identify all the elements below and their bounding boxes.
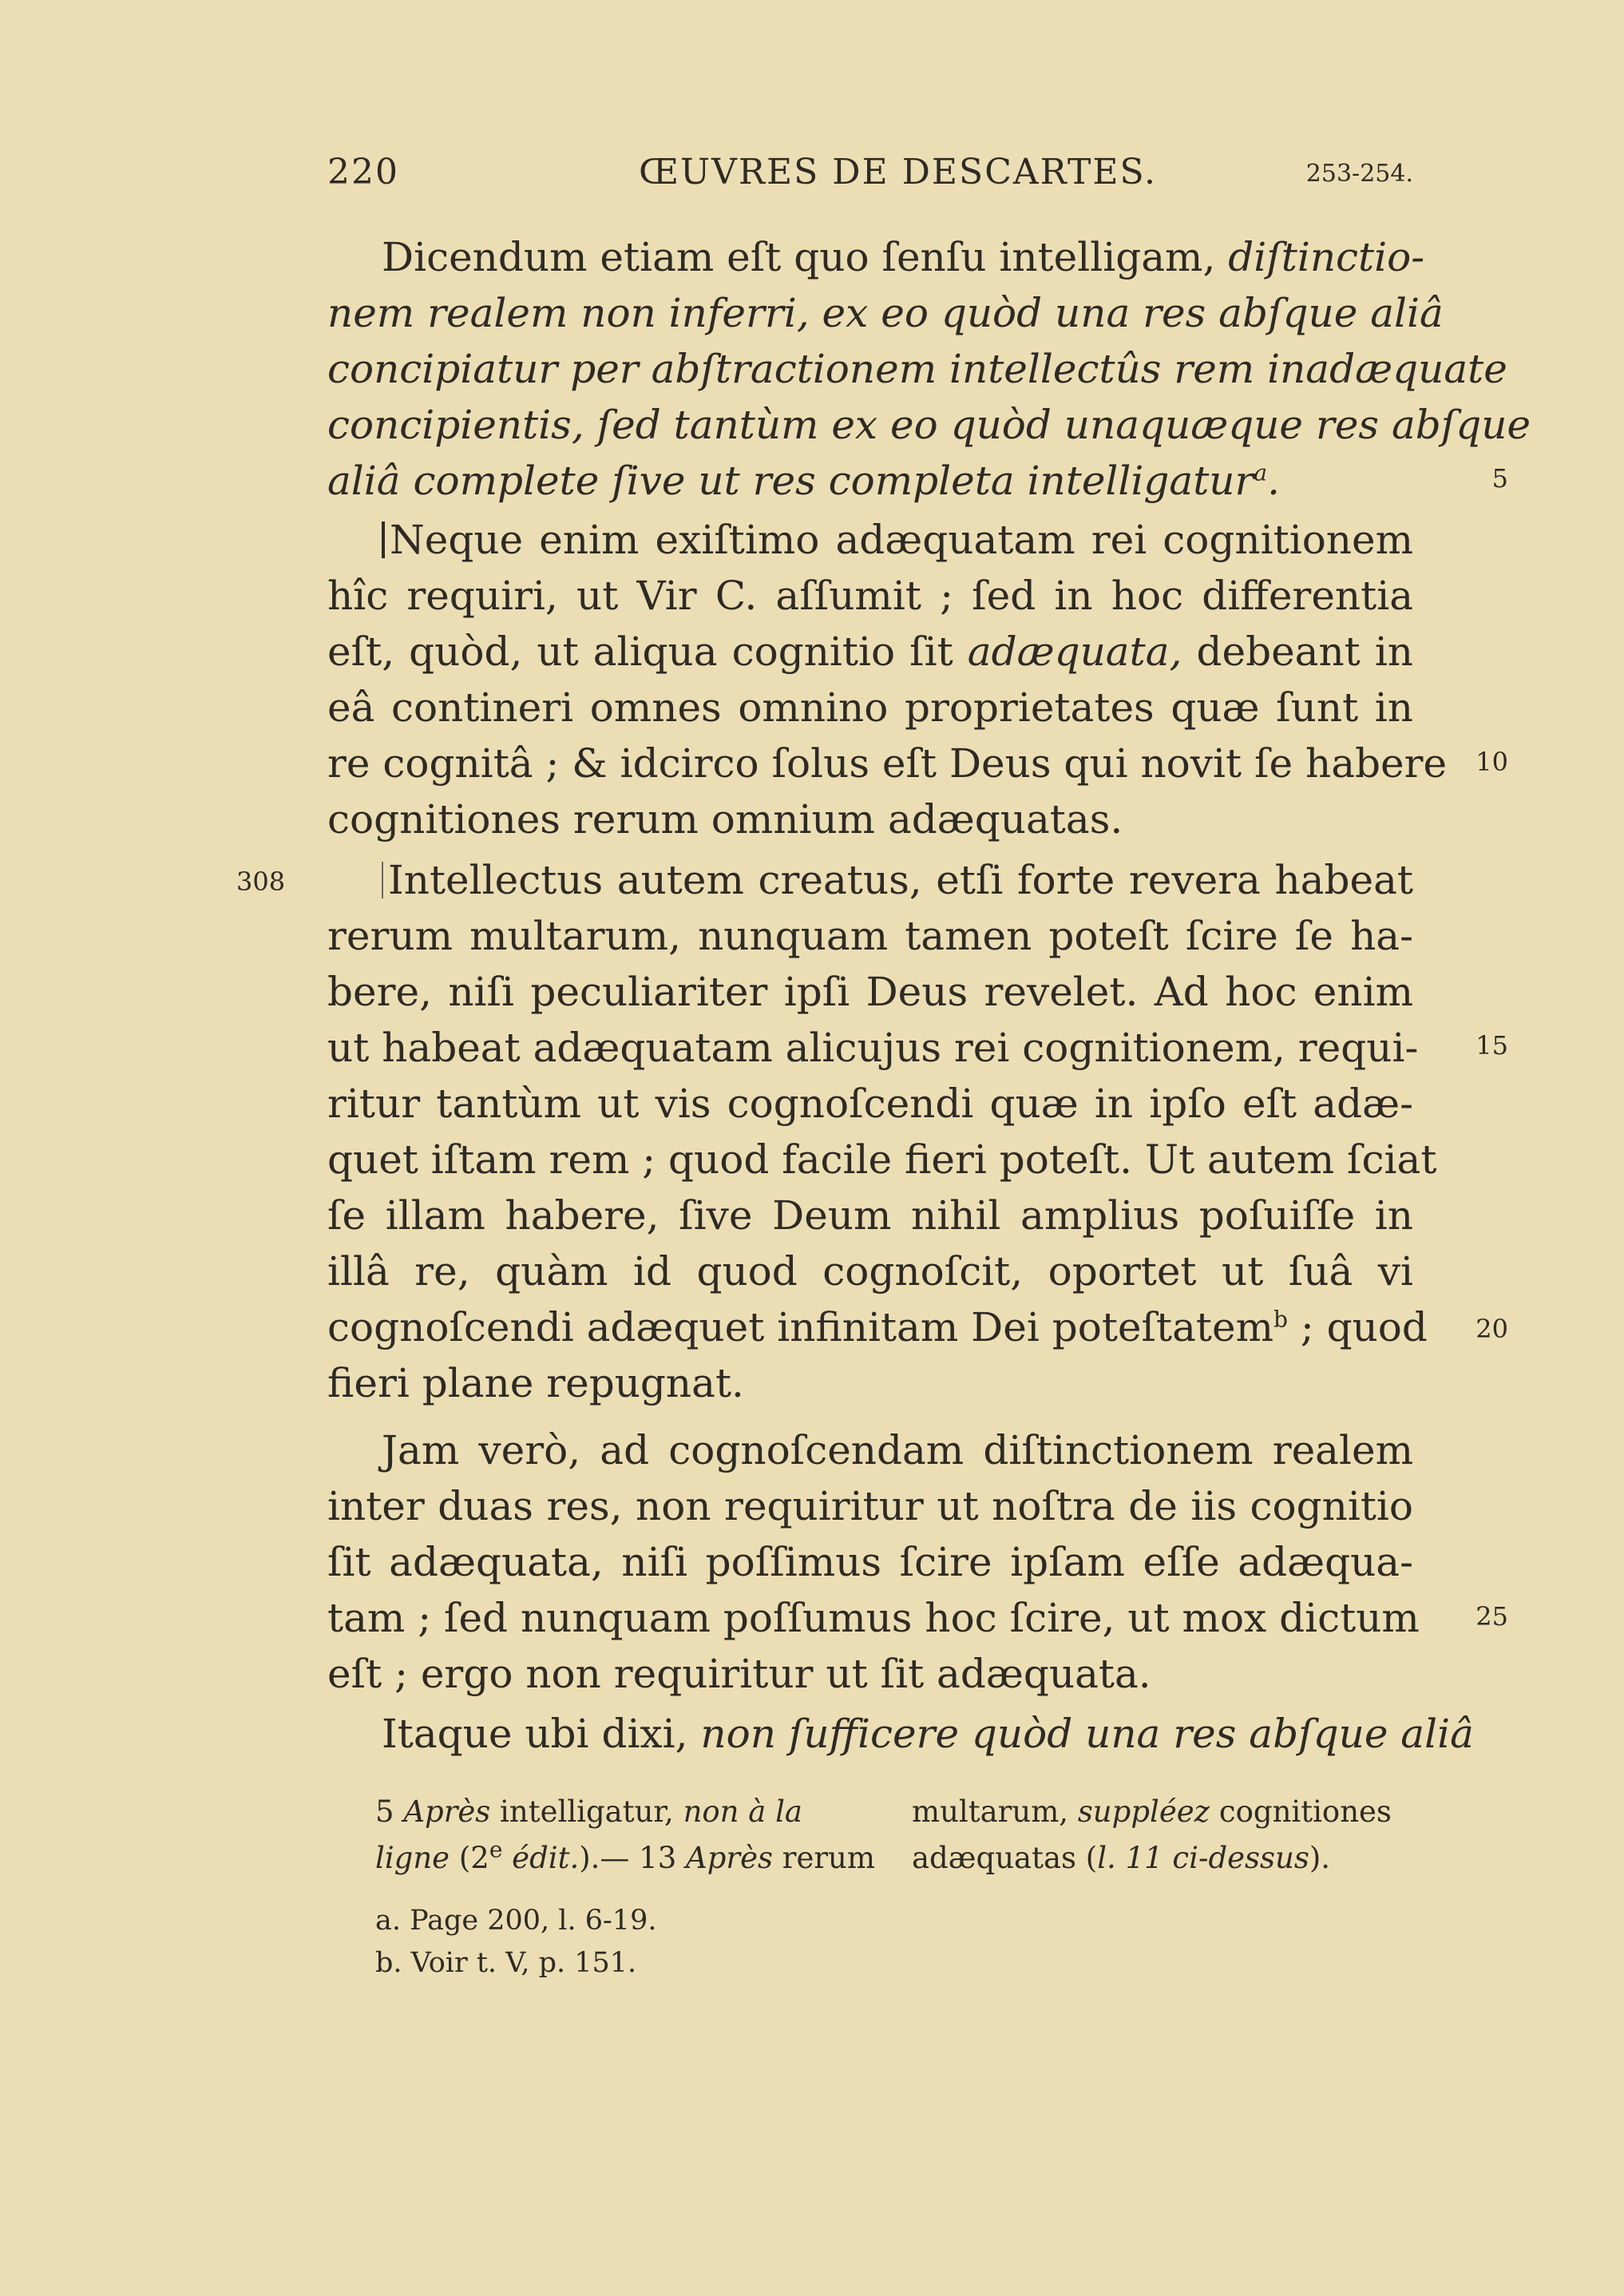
text-line: Itaque ubi dixi, non ſufficere quòd una res abſque aliâ bbox=[382, 1711, 1474, 1757]
variant-line: multarum, suppléez cognitiones bbox=[912, 1794, 1392, 1829]
text-line: ritur tantùm ut vis cognoſcendi quæ in ipſo eſt adæ- bbox=[327, 1081, 1413, 1127]
text-line: re cognitâ ; & idcirco ſolus eſt Deus qui novit ſe habere bbox=[327, 740, 1448, 787]
variant-line: ligne (2e édit.).— 13 Après rerum bbox=[375, 1836, 875, 1875]
footnote-ref-b: b bbox=[1273, 1306, 1288, 1333]
variant-line: 5 Après intelligatur, non à la bbox=[375, 1794, 802, 1829]
footnote-ref-a: a bbox=[1254, 459, 1268, 486]
footnote-a: a. Page 200, l. 6-19. bbox=[375, 1905, 657, 1937]
text-line: illâ re, quàm id quod cognoſcit, oportet ut ſuâ vi bbox=[327, 1248, 1413, 1295]
margin-page-number: 308 bbox=[236, 866, 286, 897]
running-title: ŒUVRES DE DESCARTES. bbox=[639, 152, 1158, 192]
page-reference: 253-254. bbox=[1305, 160, 1413, 188]
text-line: fieri plane repugnat. bbox=[327, 1360, 744, 1406]
line-number: 25 bbox=[1475, 1601, 1508, 1632]
line-number: 20 bbox=[1475, 1314, 1508, 1344]
variant-notes-right bbox=[912, 1789, 1421, 1882]
text-line: concipientis, ſed tantùm ex eo quòd unaquæque res abſque bbox=[327, 402, 1531, 448]
text-line: ſe illam habere, ſive Deum nihil amplius poſuiſſe in bbox=[327, 1192, 1413, 1239]
line-number: 15 bbox=[1475, 1030, 1508, 1061]
text-line: Intellectus autem creatus, etſi forte revera habeat bbox=[382, 851, 1413, 909]
text-line: inter duas res, non requiritur ut noſtra de iis cognitio bbox=[327, 1483, 1413, 1529]
variant-notes bbox=[375, 1789, 1421, 1893]
page-break-marker bbox=[382, 521, 385, 558]
text-line: ut habeat adæquatam alicujus rei cognitionem, requi- bbox=[327, 1025, 1419, 1071]
text-line: aliâ complete ſive ut res completa intelligatur$^a$. bbox=[327, 458, 1281, 504]
text-line: bere, niſi peculiariter ipſi Deus revelet. Ad hoc enim bbox=[327, 969, 1413, 1015]
text-line: ſit adæquata, niſi poſſimus ſcire ipſam eſſe adæqua- bbox=[327, 1539, 1413, 1585]
text-line: concipiatur per abſtractionem intellectûs rem inadæquate bbox=[327, 346, 1507, 392]
text-line: eſt ; ergo non requiritur ut ſit adæquata. bbox=[327, 1651, 1151, 1697]
running-header bbox=[327, 152, 1413, 208]
variant-notes-left bbox=[375, 1789, 875, 1882]
text-line: tam ; ſed nunquam poſſumus hoc ſcire, ut mox dictum bbox=[327, 1595, 1420, 1641]
page-number: 220 bbox=[327, 152, 399, 192]
text-line: nem realem non inferri, ex eo quòd una res abſque aliâ bbox=[327, 290, 1444, 336]
text-line: Neque enim exiſtimo adæquatam rei cognitionem bbox=[382, 511, 1413, 569]
text-line: cognoſcendi adæquet infinitam Dei poteſtatem$^b$ ; quod bbox=[327, 1304, 1428, 1350]
text-line: Dicendum etiam eſt quo ſenſu intelligam, diſtinctio- bbox=[382, 234, 1425, 280]
text-line: cognitiones rerum omnium adæquatas. bbox=[327, 796, 1123, 843]
page-break-marker bbox=[382, 862, 383, 898]
text-line: Jam verò, ad cognoſcendam diſtinctionem realem bbox=[382, 1427, 1413, 1473]
footnote-b: b. Voir t. V, p. 151. bbox=[375, 1947, 637, 1979]
text-line: eâ contineri omnes omnino proprietates quæ ſunt in bbox=[327, 684, 1413, 731]
text-line: eſt, quòd, ut aliqua cognitio ſit adæquata, debeant in bbox=[327, 629, 1414, 675]
line-number: 5 bbox=[1491, 463, 1508, 494]
variant-line: adæquatas (l. 11 ci-dessus). bbox=[912, 1841, 1331, 1875]
text-line: rerum multarum, nunquam tamen poteſt ſcire ſe ha- bbox=[327, 913, 1413, 959]
text-line: hîc requiri, ut Vir C. aſſumit ; ſed in hoc differentia bbox=[327, 573, 1413, 619]
text-line: quet iſtam rem ; quod facile fieri poteſt. Ut autem ſciat bbox=[327, 1136, 1437, 1183]
line-number: 10 bbox=[1475, 747, 1508, 777]
